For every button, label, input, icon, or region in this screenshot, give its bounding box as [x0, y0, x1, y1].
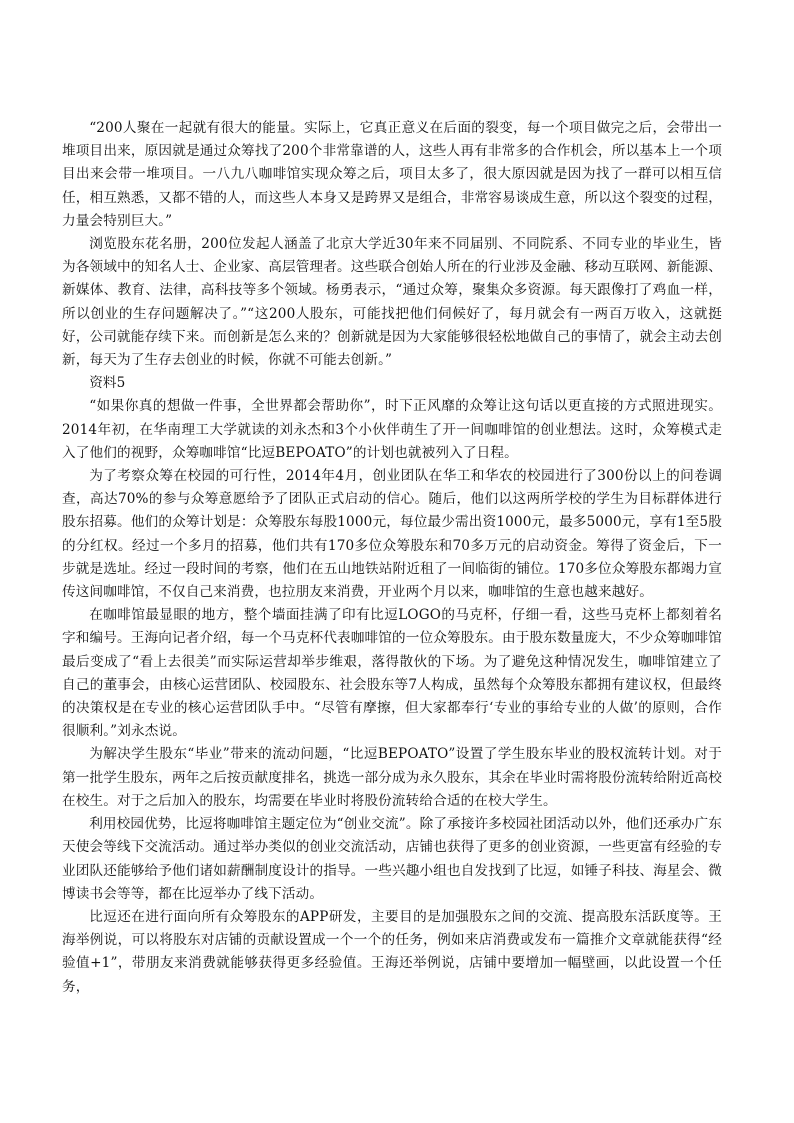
paragraph-app-development: 比逗还在进行面向所有众筹股东的APP研发，主要目的是加强股东之间的交流、提高股东活跃度等。王海举例说，可以将股东对店铺的贡献设置成一个一个的任务，例如来店消费或发布一篇推介文章就能获得“经验值+1”，带朋友来消费就能够获得更多经验值。王海还举例说，店铺中要增加一幅壁画，以此设置一个任务，: [62, 908, 722, 995]
paragraph-equity-transfer: 为解决学生股东“毕业”带来的流动问题，“比逗BEPOATO”设置了学生股东毕业的股权流转计划。对于第一批学生股东，两年之后按贡献度排名，挑选一部分成为永久股东，其余在毕业时需将股份流转给附近高校在校生。对于之后加入的股东，均需要在毕业时将股份流转给合适的在校大学生。: [62, 746, 722, 809]
section-heading-material-5: 资料5: [89, 375, 126, 392]
paragraph-campus-advantage: 利用校园优势，比逗将咖啡馆主题定位为“创业交流”。除了承接许多校园社团活动以外，他们还承办广东天使会等线下交流活动。通过举办类似的创业交流活动，店铺也获得了更多的创业资源，一些更富有经验的专业团队还能够给予他们诸如薪酬制度设计的指导。一些兴趣小组也自发找到了比逗，如锤子科技、海星会、微博读书会等等，都在比逗举办了线下活动。: [62, 816, 722, 902]
paragraph-bepoato-intro: “如果你真的想做一件事，全世界都会帮助你”，时下正风靡的众筹让这句话以更直接的方式照进现实。2014年初，在华南理工大学就读的刘永杰和3个小伙伴萌生了开一间咖啡馆的创业想法。这时，众筹模式走入了他们的视野，众筹咖啡馆“比逗BEPOATO”的计划也就被列入了日程。: [62, 398, 722, 461]
paragraph-quote-200-people: “200人聚在一起就有很大的能量。实际上，它真正意义在后面的裂变，每一个项目做完之后，会带出一堆项目出来，原因就是通过众筹找了200个非常靠谱的人，这些人再有非常多的合作机会，所以基本上一个项目出来会带一堆项目。一八九八咖啡馆实现众筹之后，项目太多了，很大原因就是因为找了一群可以相互信任，相互熟悉，又都不错的人，而这些人本身又是跨界又是组合，非常容易谈成生意，所以这个裂变的过程，力量会特别巨大。”: [62, 120, 722, 229]
paragraph-shareholder-roster: 浏览股东花名册，200位发起人涵盖了北京大学近30年来不同届别、不同院系、不同专业的毕业生，皆为各领域中的知名人士、企业家、高层管理者。这些联合创始人所在的行业涉及金融、移动互联网、新能源、新媒体、教育、法律，高科技等多个领域。杨勇表示，“通过众筹，聚集众多资源。每天跟像打了鸡血一样，所以创业的生存问题解决了。”“这200人股东，可能找把他们伺候好了，每月就会有一两百万收入，这就挺好，公司就能存续下来。而创新是怎么来的？创新就是因为大家能够很轻松地做自己的事情了，就会主动去创新，每天为了生存去创业的时候，你就不可能去创新。”: [62, 236, 722, 369]
paragraph-mug-wall-board: 在咖啡馆最显眼的地方，整个墙面挂满了印有比逗LOGO的马克杯，仔细一看，这些马克杯上都刻着名字和编号。王海向记者介绍，每一个马克杯代表咖啡馆的一位众筹股东。由于股东数量庞大，不少众筹咖啡馆最后变成了“看上去很美”而实际运营却举步维艰，落得散伙的下场。为了避免这种情况发生，咖啡馆建立了自己的董事会，由核心运营团队、校园股东、社会股东等7人构成，虽然每个众筹股东都拥有建议权，但最终的决策权是在专业的核心运营团队手中。“尽管有摩擦，但大家都奉行‘专业的事给专业的人做’的原则，合作很顺利。”刘永杰说。: [62, 607, 722, 740]
document-body: [62, 117, 722, 999]
paragraph-crowdfunding-feasibility: 为了考察众筹在校园的可行性，2014年4月，创业团队在华工和华农的校园进行了300份以上的问卷调查，高达70%的参与众筹意愿给予了团队正式启动的信心。随后，他们以这两所学校的学生为目标群体进行股东招募。他们的众筹计划是：众筹股东每股1000元，每位最少需出资1000元，最多5000元，享有1至5股的分红权。经过一个多月的招募，他们共有170多位众筹股东和70多万元的启动资金。筹得了资金后，下一步就是选址。经过一段时间的考察，他们在五山地铁站附近租了一间临街的铺位。170多位众筹股东都竭力宣传这间咖啡馆，不仅自己来消费，也拉朋友来消费，开业两个月以来，咖啡馆的生意也越来越好。: [62, 468, 722, 601]
